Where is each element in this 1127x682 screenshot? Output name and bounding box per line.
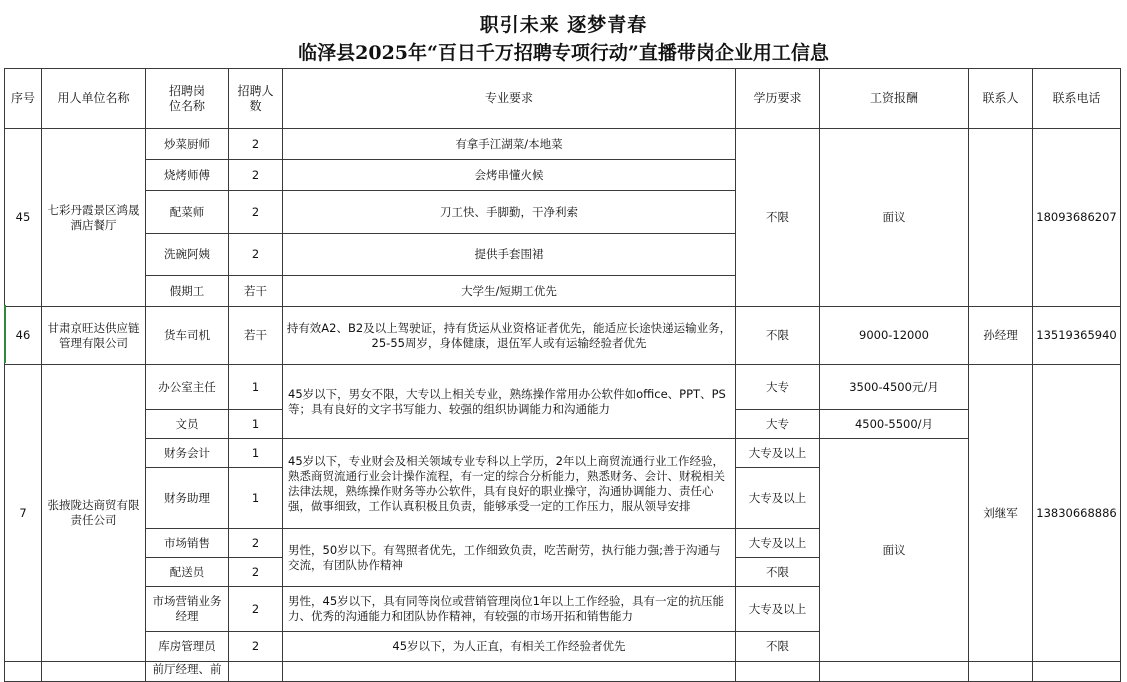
cell-seq[interactable] — [5, 662, 42, 682]
header-phone[interactable]: 联系电话 — [1033, 69, 1121, 129]
cell-count[interactable]: 1 — [229, 365, 283, 410]
partial-position-text: 前厅经理、前 — [152, 662, 222, 676]
table-row — [5, 439, 1121, 468]
cell-contact[interactable]: 孙经理 — [969, 307, 1033, 365]
cell-count[interactable]: 2 — [229, 558, 283, 587]
table-row — [5, 307, 1121, 365]
cell-position[interactable]: 市场销售 — [146, 529, 229, 558]
cell-position[interactable] — [146, 662, 229, 682]
cell-salary[interactable]: 面议 — [820, 439, 969, 662]
cell-requirement[interactable]: 提供手套围裙 — [283, 234, 736, 276]
cell-position[interactable]: 文员 — [146, 410, 229, 439]
cell-requirement[interactable]: 刀工快、手脚勤，干净利索 — [283, 191, 736, 234]
cell-count[interactable]: 若干 — [229, 307, 283, 365]
sheet-title-line1: 职引未来 逐梦青春 — [479, 14, 648, 36]
cell-count[interactable]: 1 — [229, 468, 283, 529]
header-salary[interactable]: 工资报酬 — [820, 69, 969, 129]
cell-seq[interactable]: 7 — [5, 365, 42, 662]
header-count[interactable]: 招聘人数 — [229, 69, 283, 129]
cell-phone[interactable]: 18093686207 — [1033, 129, 1121, 307]
cell-count[interactable]: 2 — [229, 632, 283, 662]
cell-education[interactable]: 大专及以上 — [736, 439, 820, 468]
header-row — [5, 69, 1121, 129]
cell-position[interactable]: 洗碗阿姨 — [146, 234, 229, 276]
cell-phone[interactable]: 13830668886 — [1033, 365, 1121, 662]
cell-requirement[interactable]: 45岁以下，为人正直，有相关工作经验者优先 — [283, 632, 736, 662]
cell-education[interactable]: 大专及以上 — [736, 587, 820, 632]
cell-company[interactable]: 甘肃京旺达供应链管理有限公司 — [42, 307, 146, 365]
cell-requirement[interactable]: 有拿手江湖菜/本地菜 — [283, 129, 736, 160]
cell-company[interactable] — [42, 662, 146, 682]
cell-requirement[interactable]: 男性，50岁以下。有驾照者优先，工作细致负责，吃苦耐劳，执行能力强;善于沟通与交流，有团队协作精神 — [283, 529, 736, 587]
cell-position[interactable]: 炒菜厨师 — [146, 129, 229, 160]
cell-position[interactable]: 办公室主任 — [146, 365, 229, 410]
cell-position[interactable]: 财务会计 — [146, 439, 229, 468]
cell-education[interactable]: 不限 — [736, 129, 820, 307]
cell-education[interactable]: 不限 — [736, 558, 820, 587]
cell-company[interactable]: 七彩丹霞景区鸿晟酒店餐厅 — [42, 129, 146, 307]
table-row — [5, 365, 1121, 410]
cell-requirement[interactable]: 持有效A2、B2及以上驾驶证，持有货运从业资格证者优先，能适应长途快递运输业务，25-55周岁，身体健康，退伍军人或有运输经验者优先 — [283, 307, 736, 365]
cell-requirement[interactable]: 45岁以下，专业财会及相关领域专业专科以上学历，2年以上商贸流通行业工作经验，熟悉商贸流通行业会计操作流程，有一定的综合分析能力，熟悉财务、会计、财税相关法律法规，熟练操作财务等办公软件，具有良好的职业操守，沟通协调能力、责任心强，做事细致，工作认真积极且负责，能够承受一定的工作压力，服从领导安排 — [283, 439, 736, 529]
cell-count[interactable]: 2 — [229, 234, 283, 276]
cell-salary[interactable]: 4500-5500/月 — [820, 410, 969, 439]
header-education[interactable]: 学历要求 — [736, 69, 820, 129]
header-seq[interactable]: 序号 — [5, 69, 42, 129]
cell-seq[interactable]: 45 — [5, 129, 42, 307]
selection-marker — [4, 305, 6, 363]
cell-position[interactable]: 库房管理员 — [146, 632, 229, 662]
cell-count[interactable]: 若干 — [229, 276, 283, 307]
header-contact[interactable]: 联系人 — [969, 69, 1033, 129]
cell-count[interactable]: 2 — [229, 529, 283, 558]
cell-requirement[interactable]: 男性，45岁以下，具有同等岗位或营销管理岗位1年以上工作经验，具有一定的抗压能力、优秀的沟通能力和团队协作精神，有较强的市场开拓和销售能力 — [283, 587, 736, 632]
cell-position[interactable]: 配菜师 — [146, 191, 229, 234]
cell-seq[interactable]: 46 — [5, 307, 42, 365]
header-position-text: 招聘岗位名称 — [168, 83, 205, 113]
cell-count[interactable]: 2 — [229, 191, 283, 234]
recruitment-table — [4, 68, 1121, 682]
cell-count[interactable]: 2 — [229, 587, 283, 632]
cell-phone[interactable]: 13519365940 — [1033, 307, 1121, 365]
cell-position[interactable]: 市场营销业务经理 — [146, 587, 229, 632]
cell-education[interactable]: 不限 — [736, 632, 820, 662]
cell-phone[interactable] — [1033, 662, 1121, 682]
cell-count[interactable] — [229, 662, 283, 682]
cell-education[interactable]: 大专及以上 — [736, 529, 820, 558]
cell-contact[interactable] — [969, 129, 1033, 307]
cell-salary[interactable] — [820, 662, 969, 682]
cell-position[interactable]: 假期工 — [146, 276, 229, 307]
cell-position[interactable]: 财务助理 — [146, 468, 229, 529]
cell-count[interactable]: 2 — [229, 160, 283, 191]
cell-contact[interactable]: 刘继军 — [969, 365, 1033, 662]
cell-salary[interactable]: 面议 — [820, 129, 969, 307]
cell-position[interactable]: 货车司机 — [146, 307, 229, 365]
header-company[interactable]: 用人单位名称 — [42, 69, 146, 129]
cell-salary[interactable]: 9000-12000 — [820, 307, 969, 365]
cell-salary[interactable]: 3500-4500元/月 — [820, 365, 969, 410]
cell-count[interactable]: 1 — [229, 439, 283, 468]
cell-count[interactable]: 1 — [229, 410, 283, 439]
cell-count[interactable]: 2 — [229, 129, 283, 160]
cell-education[interactable]: 大专及以上 — [736, 468, 820, 529]
cell-education[interactable] — [736, 662, 820, 682]
cell-education[interactable]: 不限 — [736, 307, 820, 365]
cell-position[interactable]: 配送员 — [146, 558, 229, 587]
header-position[interactable] — [146, 69, 229, 129]
cell-company[interactable]: 张掖陇达商贸有限责任公司 — [42, 365, 146, 662]
cell-requirement[interactable]: 大学生/短期工优先 — [283, 276, 736, 307]
table-row — [5, 662, 1121, 682]
header-requirement[interactable]: 专业要求 — [283, 69, 736, 129]
cell-requirement[interactable] — [283, 662, 736, 682]
cell-contact[interactable] — [969, 662, 1033, 682]
table-row — [5, 129, 1121, 160]
cell-requirement[interactable]: 45岁以下，男女不限，大专以上相关专业，熟练操作常用办公软件如office、PPT、PS等；具有良好的文字书写能力、较强的组织协调能力和沟通能力 — [283, 365, 736, 439]
cell-requirement[interactable]: 会烤串懂火候 — [283, 160, 736, 191]
sheet-title-line2: 临泽县2025年“百日千万招聘专项行动”直播带岗企业用工信息 — [298, 42, 829, 64]
cell-education[interactable]: 大专 — [736, 365, 820, 410]
cell-position[interactable]: 烧烤师傅 — [146, 160, 229, 191]
cell-education[interactable]: 大专 — [736, 410, 820, 439]
